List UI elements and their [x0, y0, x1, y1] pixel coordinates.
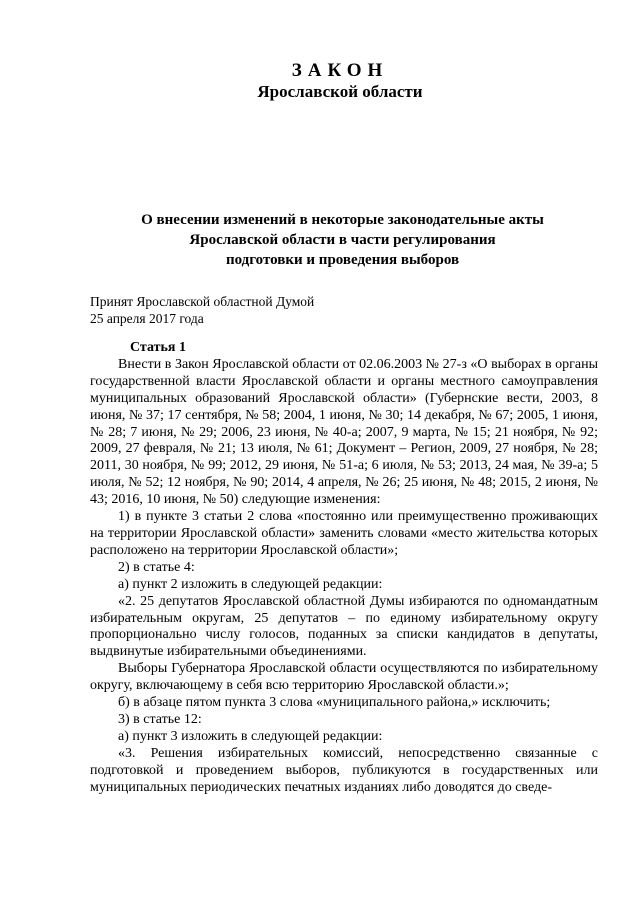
article-paragraph: Выборы Губернатора Ярославской области осуществляются по избирательному округу, включающему в себя всю территорию Ярославской области.»; — [90, 661, 598, 694]
law-subject — [0, 210, 640, 270]
article-body — [90, 340, 598, 796]
article-paragraph: а) пункт 2 изложить в следующей редакции: — [118, 576, 383, 592]
article-paragraph: 3) в статье 12: — [118, 711, 202, 727]
article-paragraph: б) в абзаце пятом пункта 3 слова «муниципального района,» исключить; — [118, 695, 551, 711]
document-type-title: ЗАКОН — [291, 60, 389, 81]
subject-line: подготовки и проведения выборов — [225, 252, 460, 268]
adopted-date: 25 апреля 2017 года — [90, 311, 204, 326]
article-paragraph: «3. Решения избирательных комиссий, непосредственно связанные с подготовкой и проведением выборов, публикуются в государственных или муниципальных периодических печатных изданиях либо доводятся до сведе- — [90, 745, 598, 795]
article-paragraph: «2. 25 депутатов Ярославской областной Думы избираются по одномандатным избирательным округам, 25 депутатов – по единому избирательному округу пропорционально числу голосов, поданных за списки кандидатов в депутаты, выдвинутые избирательными объединениями. — [90, 593, 598, 660]
region-title: Ярославской области — [257, 82, 423, 101]
article-paragraph: 1) в пункте 3 статьи 2 слова «постоянно или преимущественно проживающих на территории Ярославской области» заменить словами «место жительства которых расположено на территории Ярославской области»; — [90, 509, 598, 558]
subject-line: Ярославской области в части регулирования — [189, 232, 496, 248]
article-paragraph: Внести в Закон Ярославской области от 02.06.2003 № 27-з «О выборах в органы государственной власти Ярославской области и органы местного самоуправления муниципальных образований Ярославской области» (Губернские вести, 2003, 8 июня, № 37; 17 сентября, № 58; 2004, 1 июня, № 30; 14 декабря, № 67; 2005, 1 июня, № 28; 7 июня, № 29; 2006, 23 июня, № 40-а; 2007, 9 марта, № 15; 21 ноября, № 92; 2009, 27 февраля, № 21; 13 июля, № 61; Документ – Регион, 2009, 27 ноября, № 28; 2011, 30 ноября, № 99; 2012, 29 июня, № 51-а; 6 июля, № 53; 2013, 24 мая, № 39-а; 5 июля, № 52; 12 ноября, № 90; 2014, 4 апреля, № 26; 25 июня, № 48; 2015, 2 июня, № 43; 2016, 10 июня, № 50) следующие изменения: — [90, 356, 598, 508]
article-heading: Статья 1 — [130, 340, 186, 355]
adoption-info — [90, 293, 314, 327]
adopted-by: Принят Ярославской областной Думой — [90, 294, 315, 309]
article-paragraph: а) пункт 3 изложить в следующей редакции: — [118, 728, 383, 744]
subject-line: О внесении изменений в некоторые законодательные акты — [141, 212, 544, 228]
article-paragraph: 2) в статье 4: — [118, 559, 195, 575]
